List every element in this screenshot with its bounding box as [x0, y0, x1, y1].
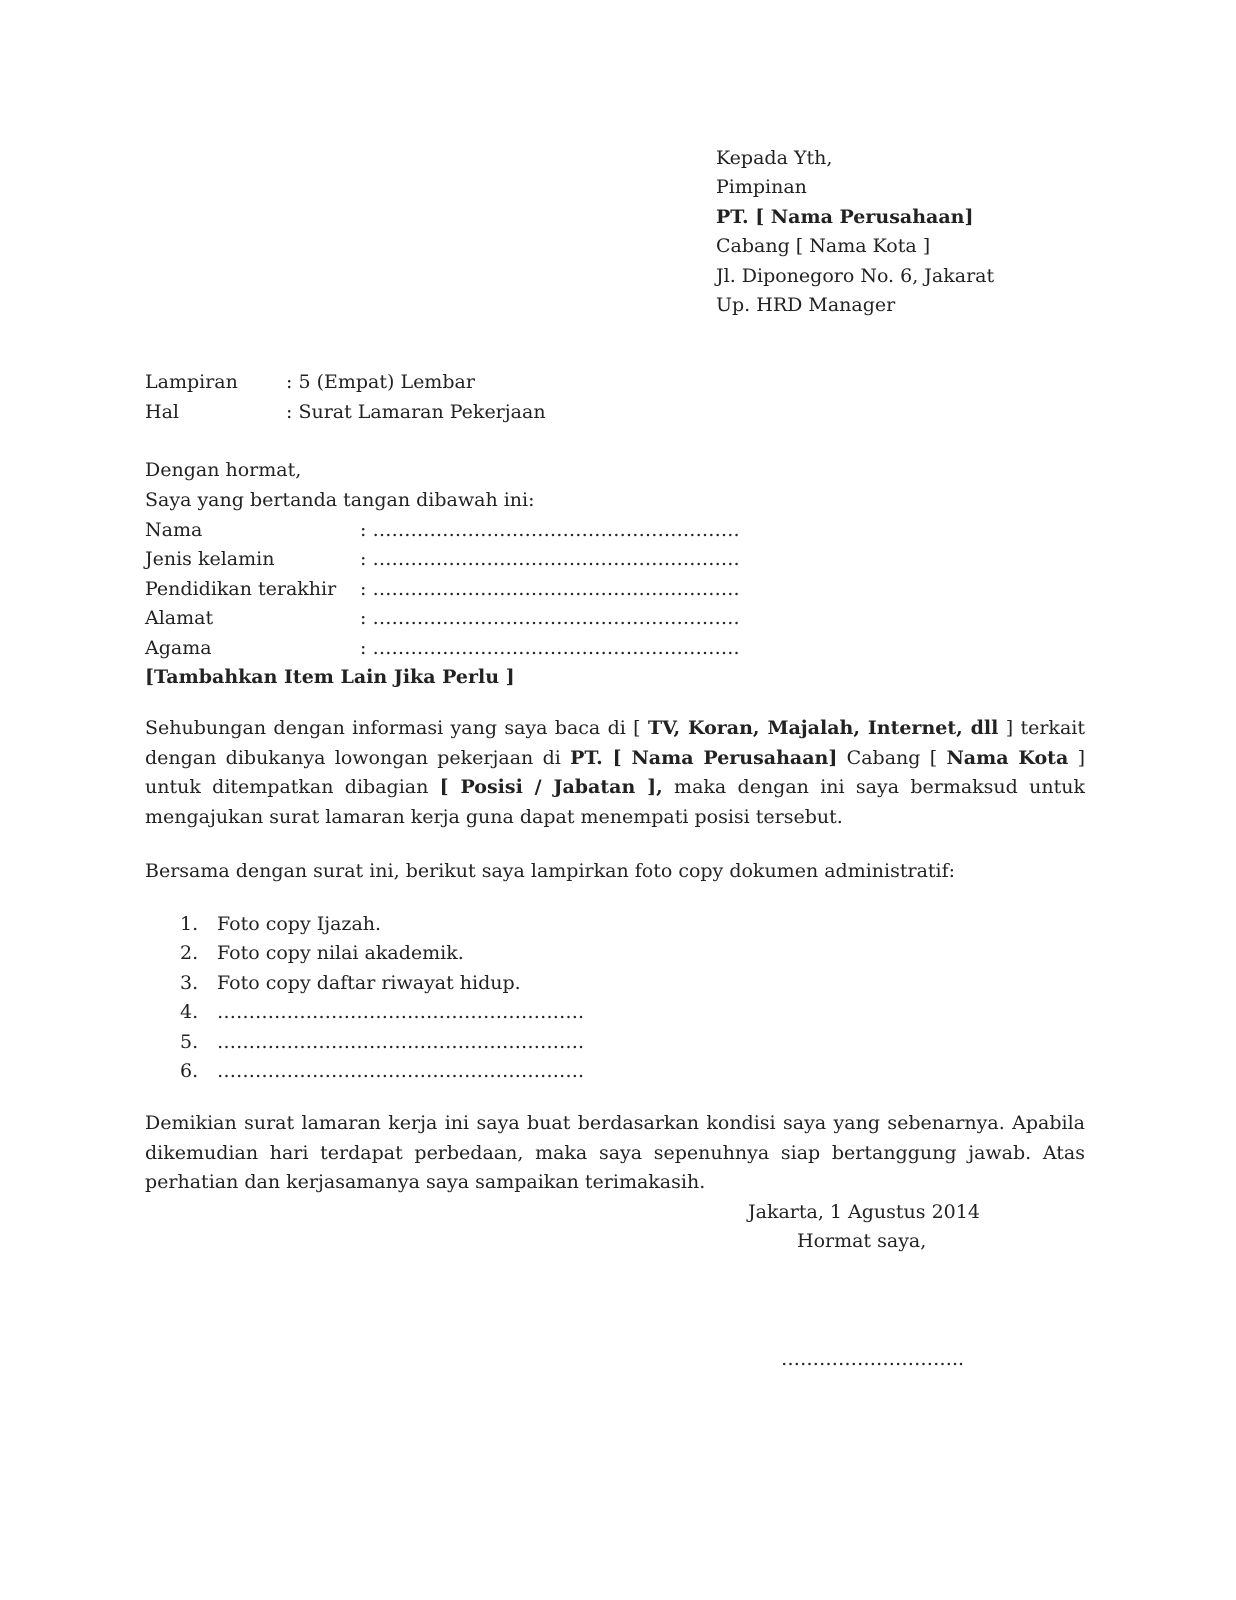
- field-label-nama: Nama: [145, 519, 203, 541]
- lampiran-value: : 5 (Empat) Lembar: [286, 371, 475, 393]
- list-item: ………………………………………………….: [217, 1001, 585, 1023]
- list-item: ………………………………………………….: [217, 1031, 585, 1053]
- field-label-agama: Agama: [145, 637, 212, 659]
- list-item: Foto copy nilai akademik.: [217, 942, 464, 964]
- field-label-jenis-kelamin: Jenis kelamin: [145, 548, 275, 570]
- list-item-number: 6.: [180, 1060, 199, 1082]
- paragraph-attachments-intro: Bersama dengan surat ini, berikut saya lampirkan foto copy dokumen administratif:: [145, 860, 956, 882]
- field-value-alamat: : ………………………………………………….: [360, 607, 740, 629]
- p1-company: PT. [ Nama Perusahaan]: [570, 746, 838, 769]
- p1-text-5: maka dengan ini saya bermaksud untuk mengajukan surat lamaran kerja guna dapat menempati posisi tersebut.: [145, 776, 1085, 828]
- recipient-company: PT. [ Nama Perusahaan]: [716, 206, 974, 228]
- p1-text-2: ] terkait dengan dibukanya lowongan pekerjaan di: [145, 717, 1085, 769]
- list-item-number: 3.: [180, 972, 199, 994]
- field-label-alamat: Alamat: [145, 607, 214, 629]
- field-value-nama: : ………………………………………………….: [360, 519, 740, 541]
- recipient-greeting: Kepada Yth,: [716, 147, 833, 169]
- salutation: Dengan hormat,: [145, 459, 302, 481]
- p1-city: Nama Kota: [946, 746, 1069, 769]
- recipient-position: Pimpinan: [716, 176, 807, 198]
- recipient-branch: Cabang [ Nama Kota ]: [716, 235, 931, 257]
- p1-position: [ Posisi / Jabatan ],: [439, 776, 663, 799]
- lampiran-label: Lampiran: [145, 371, 238, 393]
- p1-media-list: TV, Koran, Majalah, Internet, dll: [647, 717, 999, 739]
- hal-value: : Surat Lamaran Pekerjaan: [286, 401, 546, 423]
- list-item-number: 5.: [180, 1031, 199, 1053]
- list-item: ………………………………………………….: [217, 1060, 585, 1082]
- p1-text-1: Sehubungan dengan informasi yang saya baca di [: [145, 717, 648, 739]
- recipient-address: Jl. Diponegoro No. 6, Jakarat: [716, 265, 995, 287]
- closing-regards: Hormat saya,: [797, 1230, 927, 1252]
- add-items-note: [Tambahkan Item Lain Jika Perlu ]: [145, 666, 515, 688]
- p1-text-3: Cabang [: [837, 746, 947, 769]
- field-value-jenis-kelamin: : ………………………………………………….: [360, 548, 740, 570]
- recipient-attention: Up. HRD Manager: [716, 294, 896, 316]
- list-item-number: 4.: [180, 1001, 199, 1023]
- field-value-pendidikan: : ………………………………………………….: [360, 578, 740, 600]
- list-item-number: 2.: [180, 942, 199, 964]
- list-item-number: 1.: [180, 913, 199, 935]
- list-item: Foto copy Ijazah.: [217, 913, 382, 935]
- list-item: Foto copy daftar riwayat hidup.: [217, 972, 521, 994]
- p1-text-4: ] untuk ditempatkan dibagian: [145, 746, 1085, 799]
- paragraph-information: [145, 714, 1085, 832]
- intro-line: Saya yang bertanda tangan dibawah ini:: [145, 489, 535, 511]
- field-value-agama: : ………………………………………………….: [360, 637, 740, 659]
- closing-paragraph: Demikian surat lamaran kerja ini saya buat berdasarkan kondisi saya yang sebenarnya. Apabila dikemudian hari terdapat perbedaan, maka saya sepenuhnya siap bertanggung jawab. Atas perhatian dan kerjasamanya saya sampaikan terimakasih.: [145, 1112, 1085, 1194]
- signature-name-placeholder: ………………………..: [781, 1348, 965, 1370]
- field-label-pendidikan: Pendidikan terakhir: [145, 578, 337, 600]
- place-date: Jakarta, 1 Agustus 2014: [748, 1201, 980, 1223]
- hal-label: Hal: [145, 401, 179, 423]
